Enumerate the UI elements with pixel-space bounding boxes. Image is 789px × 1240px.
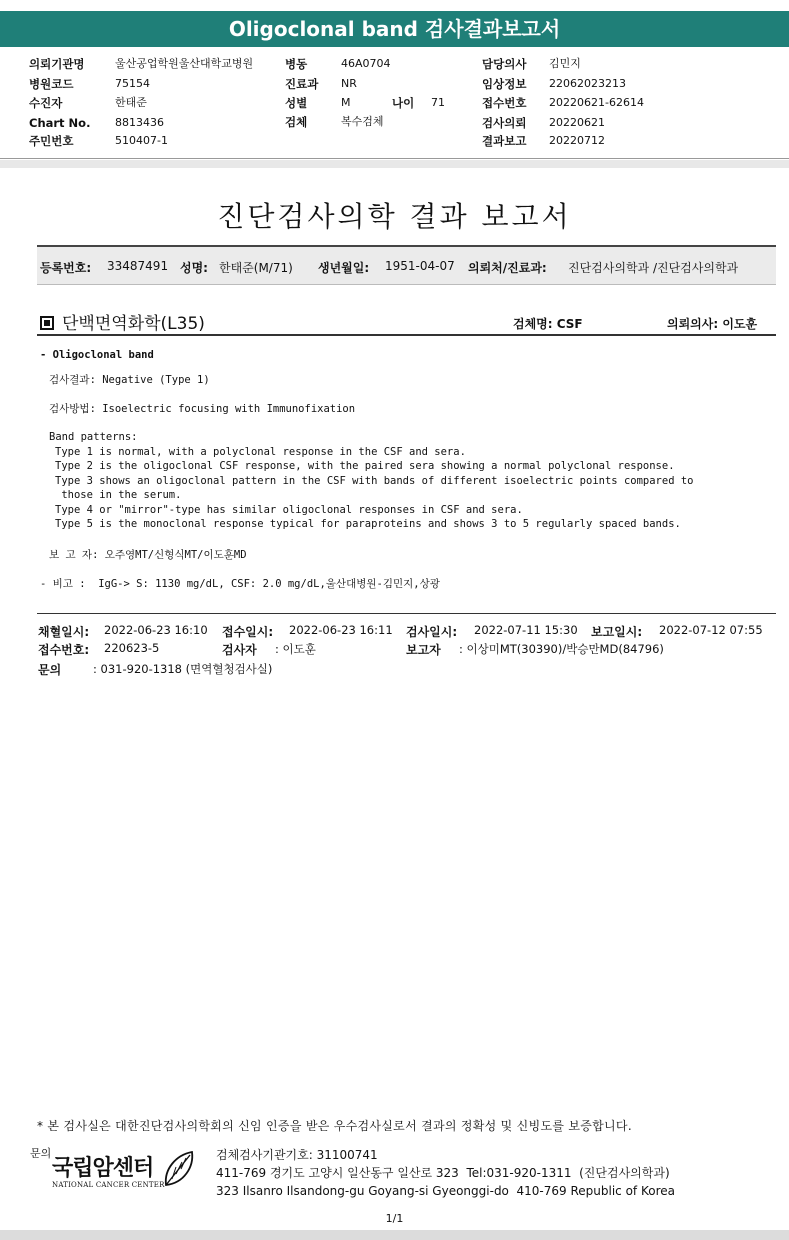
dept-value: 진단검사의학과 /진단검사의학과 [568,261,739,275]
field-label: 검체 [285,115,308,129]
field-label: Chart No. [29,116,91,130]
field-label: 접수번호 [482,96,527,110]
field-label: 병원코드 [29,77,74,91]
test-date-label: 검사일시: [406,625,458,639]
section-title-text: 단백면역화학(L35) [62,314,205,334]
ncc-logo [30,1143,200,1193]
method-line: 검사방법: Isoelectric focusing with Immunofixation [49,403,356,415]
field-value: 75154 [115,77,150,90]
bottom-band [0,1230,789,1240]
field-label: 주민번호 [29,134,74,148]
field-value: 22062023213 [549,77,626,90]
reporter-value: : 이상미MT(30390)/박승만MD(84796) [459,642,664,656]
field-value: 510407-1 [115,134,168,147]
report-date-value: 2022-07-12 07:55 [659,623,763,637]
section-title [40,309,205,334]
field-value: 8813436 [115,116,164,129]
patient-bar [37,245,776,285]
dept-label: 의뢰처/진료과: [468,261,547,275]
field-label: 담당의사 [482,57,527,71]
field-value: 울산공업학원울산대학교병원 [115,57,254,70]
square-icon [40,316,54,330]
field-label: 의뢰기관명 [29,57,85,71]
collect-value: 2022-06-23 16:10 [104,623,208,637]
remark-line: - 비고 : IgG-> S: 1130 mg/dL, CSF: 2.0 mg/dL,울산대병원-김민지,상광 [40,578,440,590]
field-label: 병동 [285,57,308,71]
field-label: 수진자 [29,96,63,110]
field-value: 복수검체 [341,115,384,128]
leaf-icon [162,1149,196,1189]
dob-label: 생년월일: [318,261,370,275]
logo-inquiry-text: 문의 [30,1147,52,1160]
divider [0,158,789,159]
certification-note: * 본 검사실은 대한진단검사의학회의 신임 인증을 받은 우수검사실로서 결과의 정확성 및 신빙도를 보증합니다. [37,1119,632,1133]
field-value: 한태준 [115,96,147,109]
field-value: M [341,96,351,109]
field-value: 20220621-62614 [549,96,644,109]
name-label: 성명: [180,261,208,275]
reporter-label: 보고자 [406,643,441,657]
patterns-title: Band patterns: [49,431,138,443]
pattern-line: Type 4 or "mirror"-type has similar oligoclonal responses in CSF and sera. [55,504,523,516]
field-value: 46A0704 [341,57,391,70]
result-line: 검사결과: Negative (Type 1) [49,374,210,386]
dob-value: 1951-04-07 [385,259,455,273]
address-english: 323 Ilsanro Ilsandong-gu Goyang-si Gyeonggi-do 410-769 Republic of Korea [216,1184,675,1198]
reporter-line: 보 고 자: 오주영MT/신형식MT/이도훈MD [49,549,247,561]
institution-code: 검체검사기관기호: 31100741 [216,1148,378,1162]
report-date-label: 보고일시: [591,625,643,639]
pattern-line: Type 3 shows an oligoclonal pattern in the CSF with bands of different isoelectric points compared to [55,475,694,487]
accno-value: 220623-5 [104,641,160,655]
field-value: 20220621 [549,116,605,129]
field-value: 김민지 [549,57,581,70]
field-label: 임상정보 [482,77,527,91]
section-divider [37,334,776,336]
test-name: - Oligoclonal band [40,349,154,361]
field-value: 71 [431,96,445,109]
reg-number-value: 33487491 [107,259,169,273]
logo-english-name: NATIONAL CANCER CENTER [52,1181,165,1189]
field-value: NR [341,77,357,90]
report-title: 진단검사의학 결과 보고서 [217,200,572,233]
divider-band [0,160,789,168]
reg-number-label: 등록번호: [40,261,92,275]
name-value: 한태준(M/71) [219,261,293,275]
collect-label: 채혈일시: [38,625,90,639]
ordering-physician: 의뢰의사: 이도훈 [667,317,758,331]
specimen-name: 검체명: CSF [513,317,583,331]
report-header-title: Oligoclonal band 검사결과보고서 [0,11,789,47]
accno-label: 접수번호: [38,643,90,657]
pattern-line: Type 5 is the monoclonal response typical for paraproteins and shows 3 to 5 regularly spaced bands. [55,518,681,530]
footer-divider [37,613,776,614]
pattern-line: Type 2 is the oligoclonal CSF response, with the paired sera showing a normal polyclonal response. [55,460,675,472]
field-value: 20220712 [549,134,605,147]
field-label: 나이 [392,96,415,110]
inquiry-value: : 031-920-1318 (면역혈청검사실) [93,662,273,676]
pattern-line: those in the serum. [55,489,182,501]
address-korean: 411-769 경기도 고양시 일산동구 일산로 323 Tel:031-920-1311 (진단검사의학과) [216,1166,670,1180]
logo-name: 국립암센터 [52,1156,154,1181]
receive-value: 2022-06-23 16:11 [289,623,393,637]
field-label: 진료과 [285,77,319,91]
receive-label: 접수일시: [222,625,274,639]
tester-label: 검사자 [222,643,257,657]
pattern-line: Type 1 is normal, with a polyclonal response in the CSF and sera. [55,446,466,458]
page-number: 1/1 [385,1212,404,1225]
field-label: 성별 [285,96,308,110]
field-label: 검사의뢰 [482,116,527,130]
field-label: 결과보고 [482,134,527,148]
tester-value: : 이도훈 [275,642,316,656]
test-date-value: 2022-07-11 15:30 [474,623,578,637]
inquiry-label: 문의 [38,663,62,677]
